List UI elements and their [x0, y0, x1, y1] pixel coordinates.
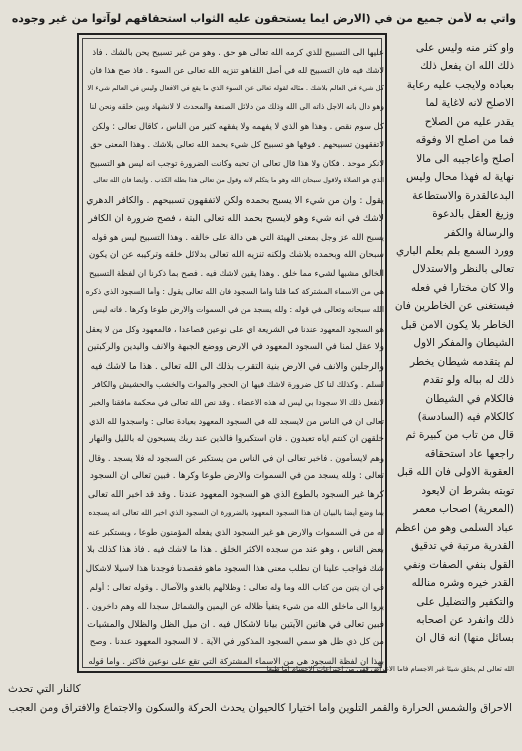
side-text-line: لم يتقدمه شيطان يخطر	[410, 355, 514, 368]
side-text-line: بعباده ولايجب عليه رعاية	[406, 78, 514, 91]
side-text-line: يقدر عليه من الصلاح	[424, 115, 514, 128]
main-text-line: كرها غير السجود بالطوع الذي هو السجود المعهود عندنا . وقد قد اخبر الله تعالى	[88, 489, 384, 500]
main-text-line: هي من الاسماء المشتركة كما قلنا واما السجود فان الله تعالى يقول : وأما السجود الذي ذكره	[86, 286, 384, 296]
side-text-line: فالكلام في الشيطان	[425, 392, 514, 405]
main-text-line: كل سوم نقص . وهذا هو الذي لا يفهمه ولا يفقهه كثير من الناس ، كاقال تعالى : ولكن	[92, 120, 384, 131]
main-text-line: تعالى : ولله يسجد من في السموات والارض طوعا وكرها . فبين تعالى ان السجود	[89, 471, 384, 482]
main-text-line: عليها الى التسبيح للذي كرمه الله تعالى هو حق . وهو من غير تسبيح يحن بالشك . فاذ	[92, 47, 384, 57]
main-text-line: خلقهن ان كنتم اياه تعبدون . فان استكبروا فالذين عند ربك يسبحون له بالليل والنهار	[89, 434, 384, 445]
main-text-line: بعض الناس ، وهو عند من سجده الأكثر الخلق . هذا ما لاشك فيه . فاذ هذا كذلك بلا	[87, 545, 384, 556]
side-text-line: والرسالة والكفر	[444, 226, 514, 239]
side-text-line: العقوبة الاولى فان الله قبل	[396, 466, 514, 479]
side-text-line: راجعها عاد استحقاقه	[424, 447, 514, 460]
side-text-line: واو كثر منه وليس على	[415, 42, 514, 54]
main-text-line: من كل ذي ظل هو سمي السجود المذكور في الآية . لا السجود المعهود عندنا . وصح	[89, 637, 384, 648]
side-text-line: بسائل منها) انه قال ان	[415, 632, 514, 645]
side-text-line: تعالى بالنظر والاستدلال	[412, 263, 514, 276]
main-text-line: بهذا ان لفظة السجود هي من الاسماء المشتركة التي تقع على نوعين فاكثر . واما قوله	[88, 655, 384, 666]
main-text-line: لاشك في انه شيء وهو لايسبح بحمد الله تعالى البتة ، فصح ضرورة ان الكافر	[88, 213, 384, 225]
side-text-line: نهاية له فهذا محال وليس	[405, 171, 514, 184]
side-text-line: الله تعالى لم يخلق شيئا غير الاجسام فاما الاعراض فهي من اختراعات الاجسام اما طبعا	[266, 665, 514, 673]
side-text-line: عباد السلمى وهو من اعظم	[395, 521, 514, 534]
main-text-line: يروا الى ماخلق الله من شيء يتفيأ ظلاله عن اليمين والشمائل سجدا لله وهم داخرون .	[86, 600, 384, 611]
main-text-line: في ان يتين من كتاب الله وما وله تعالى : وظلالهم بالغدو والآصال . وقوله تعالى : أولم	[89, 582, 384, 593]
main-text-line: يسبح الله عز وجل بمعنى الهيئة التي هي دالة على خالقه . وهذا التسبيح ليس هو قوله	[91, 231, 384, 242]
side-text-line: والتكفير والتضليل على	[416, 595, 514, 608]
main-text-line: فبين تعالى في هاتين الآيتين بيانا لاشكال فيه . ان ميل الظل والظلال والمشيات	[87, 618, 384, 630]
main-text-line: لاتفقهون تسبيحهم . فوقها هو تسبيح كل شيء بحمد الله تعالى بلاشك . وهذا المعنى حق	[90, 139, 384, 150]
main-text-line: والرجلين والانف في الارض بنية التقرب بذلك الى الله تعالى . هذا ما لاشك فيه	[90, 360, 384, 372]
main-text-line: الله سبحانه وتعالى في قوله : ولله يسجد من في السموات والارض طوعا وكرها . فانه ليس	[92, 305, 384, 315]
side-text-line: وورد السمع بلم بعلم الباري	[396, 244, 514, 257]
side-text-line: الخاطر بلا يكون الامن قبل	[400, 318, 514, 331]
header-title: واتي به لأمن جميع من في (الارض ايما يستحقون عليه الثواب استحقاقهم لوآتوا من غير وجوده	[11, 12, 516, 25]
side-text-line: الشيطان والمفكر الاول	[413, 337, 514, 350]
side-text-line: قال من تاب من كبيرة ثم	[405, 429, 514, 442]
side-text-line: ذلك وانفرد عن اصحابه	[415, 613, 514, 626]
side-text-line: القدر خيره وشره منالله	[411, 577, 514, 590]
main-text-line: يقول : وان من شيء الا يسبح بحمده ولكن لاتفقهون تسبيحهم . والكافر الدهري	[86, 194, 384, 206]
side-text-line: توبته بشرط ان لايعود	[421, 484, 514, 497]
page-header	[8, 10, 516, 30]
side-text-line: الاصلح لانه لاغاية لما	[425, 97, 514, 110]
side-text-line: فيستغنى عن الخاطرين فان	[394, 300, 514, 313]
main-text-line: وهم لايسأمون . فاخبر تعالى ان في الناس من يستكبر عن السجود له فلا يسجد . وقال	[88, 452, 384, 463]
side-text-line: القدرية مرتبة في تدقيق	[411, 540, 514, 553]
main-text-line: شك فواجب علينا ان نطلب معنى هذا السجود ماهو فقصدنا فوجدنا هذا لاسيلا لاشكال	[86, 563, 384, 574]
main-text-line: تعالى ان في الناس من لايسجد لله في السجود المعهود بعيادة تعالى : واسجدوا لله الذي	[89, 416, 384, 426]
main-text-line: سبحان الله وبحمده بلاشك ولكنه تنزيه الله تعالى بدلائل خلقه وتركيبه عن ان يكون	[88, 249, 384, 260]
side-text-line: البدعالقدرة والاستطاعة	[412, 189, 514, 202]
main-text-line: ولا عقل لمنا في السجود المعهود في الارض ووضع الجبهة والانف واليدين والركبتين	[87, 342, 384, 353]
main-text-line: له من في السموات والارض هو غير السجود الذي يفعله المؤمنون طوعا ، وبستكبر عنه	[88, 526, 384, 537]
main-text-line: بما وضع أيضا بالبيان ان هذا السجود المعهود بالضرورة ان السجود الذي اخبر الله تعالى انه يسجده	[88, 508, 384, 518]
main-text-line: لسلم . وكذلك لنا كل ضرورة لاشك فيها ان الحجر والموات والخشب والحشيش والكافر	[92, 379, 384, 390]
side-text-line: ذلك الله ان يفعل ذلك	[420, 60, 514, 73]
main-text-line: كل شيء في العالم بلاشك . مثاله لقوله تعالى عن السوء الذي ما يقع في الافعال وليس في العالم شيء الا	[87, 83, 384, 92]
main-text-line: الذي هو الصلاة ولاقول سبحان الله وهو ما يتكلم لانه وقول من تعالى هذا بطله الكذب . وايضا فان الله تعالى	[93, 176, 384, 185]
side-text-line: (المعرية) اصحاب معمر	[413, 503, 514, 516]
side-text-line: كالنار التي تحدث	[8, 683, 81, 695]
side-text-line: والا كان مختارا في فعله	[411, 281, 514, 294]
main-text-line: لانفعل ذلك الا سجودا بي ليس له هذه الاعضاء . وقد نص الله تعالى في محكمة مافقنا والخبر	[89, 397, 384, 407]
main-text-line: وهو دال بانه الاجل ذاته الى الله وذلك من دلائل الصنعة والمحدث لا لانشهاد وبين خلقه ونحن لنا	[89, 102, 384, 112]
side-text-line: القول بنفي الصفات ونفي	[403, 558, 514, 571]
side-text-line: كالكلام فيه (السادسة)	[417, 411, 514, 423]
side-text-line: أصلح وأعاجيبه الى مالا	[416, 152, 514, 165]
side-text-line: فما من اصلح الا وفوقه	[415, 134, 514, 147]
side-text-line: وزيغ العقل بالدعوة	[432, 208, 514, 221]
footer-text-line: الاحراق والشمس الحرارة والقمر التلوين واما اختيارا كالحيوان يحدث الحركة والسكون والاجتماع والافتراق ومن العجب	[8, 702, 512, 714]
main-text-line: هو السجود المعهود عندنا في الشريعة اي على نوعين قصاعدا ، فالمعهود وكل من لا يعقل	[86, 323, 384, 334]
main-text-line: لانكر موحد . فكان ولا هذا قال تعالى ان تحبه وكانت الضرورة توجب انه ليس هو التسبيح	[89, 157, 384, 168]
side-text-line: ذلك له بباله ولو تقدم	[423, 374, 514, 387]
main-text-line: لاشك فيه فان التسبيح لله في أصل اللفاهو تنزيه الله تعالى عن السوء . فاذ صح هذا فان	[89, 65, 384, 76]
main-text-line: الخالق مشبها لشيء مما خلق . وهذا يقين لاشك فيه . فصح بما ذكرنا ان لفظة التسبيح	[88, 268, 384, 279]
